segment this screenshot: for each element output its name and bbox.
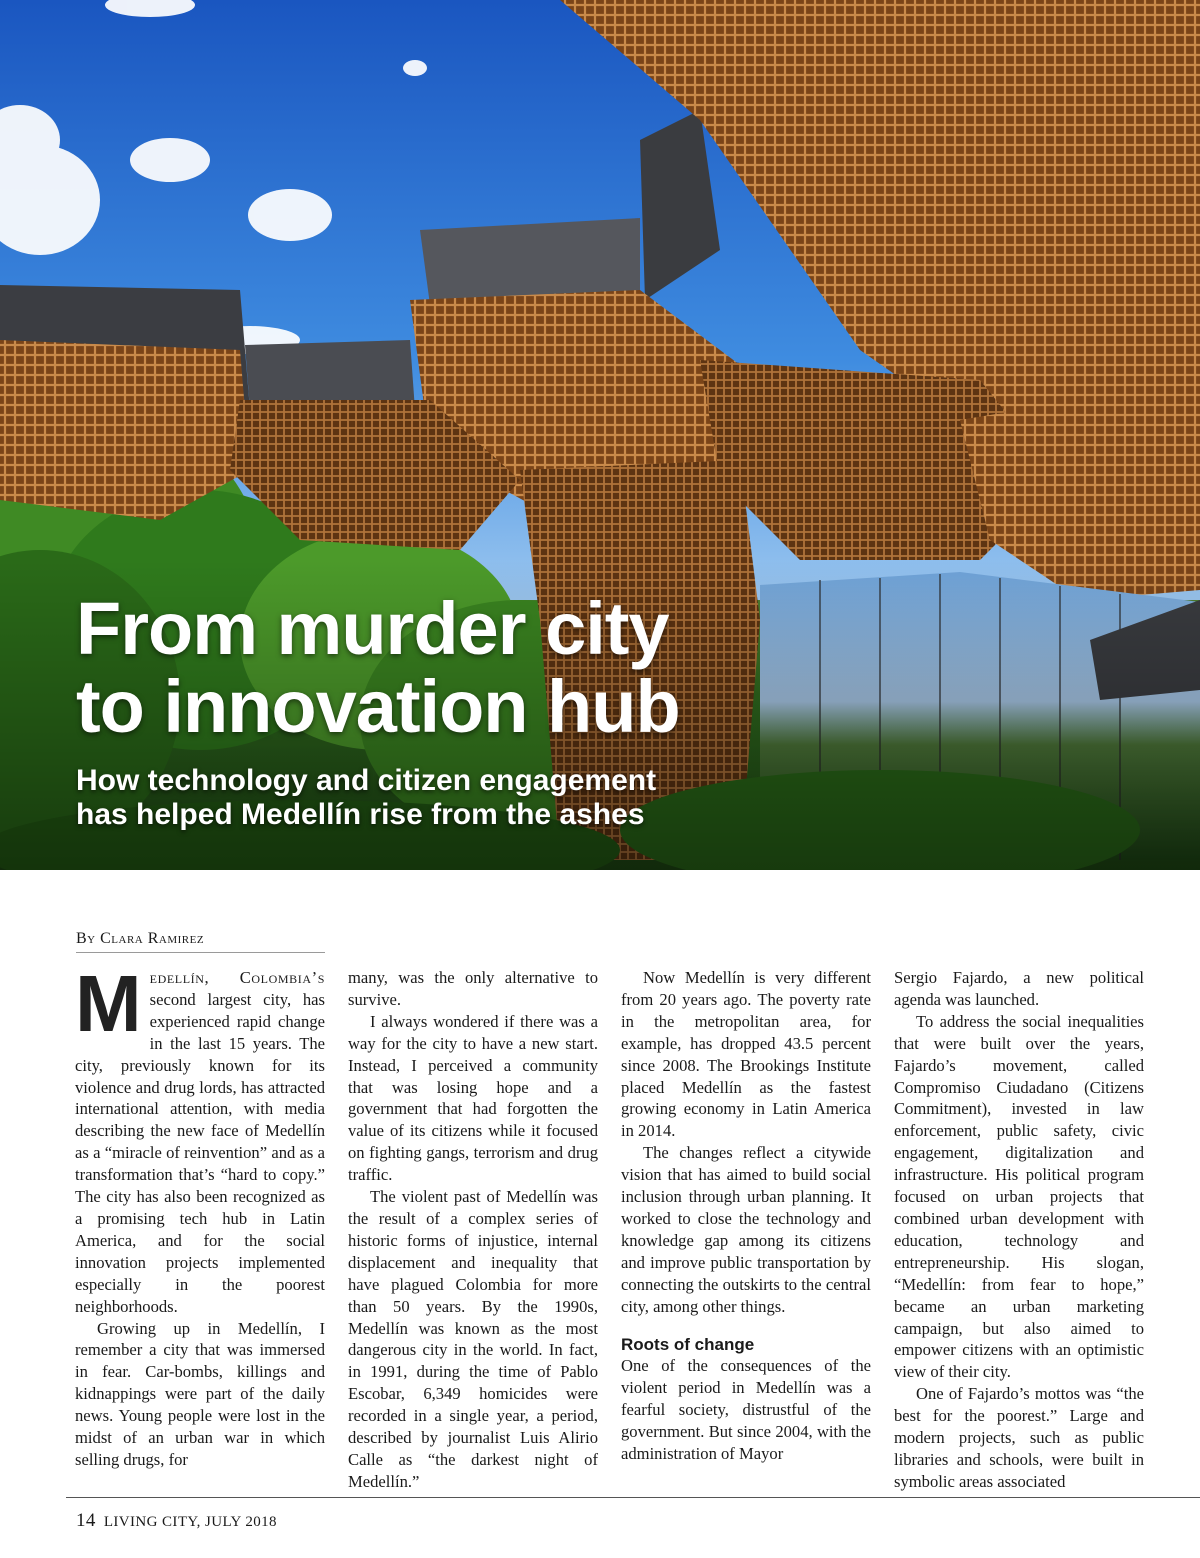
article-paragraph: One of Fajardo’s mottos was “the best for the poorest.” Large and modern projects, such as public libraries and schools, were built in symbolic areas associated: [894, 1384, 1144, 1491]
article-paragraph: The violent past of Medellín was the result of a complex series of historic forms of injustice, internal displacement and inequality that have plagued Colombia for more than 50 years. By the 1990s, Medellín was known as the most dangerous city in the world. In fact, in 1991, during the time of Pablo Escobar, 6,349 homicides were recorded in a single year, a period, described by journalist Luis Alirio Calle as “the darkest night of Medellín.”: [348, 1187, 598, 1491]
byline: By Clara Ramirez: [76, 930, 325, 953]
article-paragraph: Now Medellín is very different from 20 years ago. The poverty rate in the metropolitan area, for example, has dropped 43.5 percent since 2008. The Brookings Institute placed Medellín as the fastest growing economy in Latin America in 2014.: [621, 968, 871, 1141]
subheadline-line-1: How technology and citizen engagement: [76, 764, 657, 797]
article-column-3: [621, 967, 871, 1465]
page-footer: [76, 1510, 277, 1532]
publication-info: LIVING CITY, JULY 2018: [103, 1514, 277, 1530]
subheadline: [76, 764, 796, 832]
article-paragraph: Sergio Fajardo, a new political agenda was launched.: [894, 968, 1144, 1009]
drop-cap: M: [75, 959, 142, 1048]
paragraph-text: second largest city, has experienced rapid change in the last 15 years. The city, previously known for its violence and drug lords, has attracted international attention, with media describing the new face of Medellín as a “miracle of reinvention” and as a transformation that’s “hard to copy.” The city has also been recognized as a promising tech hub in Latin America, and for the social innovation projects implemented especially in the poorest neighborhoods.: [75, 989, 325, 1316]
article-paragraph: [75, 959, 325, 1318]
article-paragraph: I always wondered if there was a way for the city to have a new start. Instead, I perceived a community that was losing hope and a government that had forgotten the value of its citizens while it focused on fighting gangs, terrorism and drug traffic.: [348, 1011, 598, 1185]
lead-small-caps: edellín, Colombia’s: [149, 968, 325, 987]
article-paragraph: Growing up in Medellín, I remember a city that was immersed in fear. Car-bombs, killings and kidnappings were part of the daily news. Young people were lost in the midst of an urban war in which selling drugs, for: [75, 1318, 325, 1469]
article-column-4: [894, 967, 1144, 1493]
headline: [76, 587, 836, 748]
footer-divider: [66, 1497, 1200, 1498]
headline-line-1: From murder city: [76, 587, 669, 670]
article-paragraph: To address the social inequalities that were built over the years, Fajardo’s movement, called Compromiso Ciudadano (Citizens Commitment), invested in law enforcement, public safety, civic engagement, digitalization and infrastructure. His political program focused on urban projects that combined urban development with education, technology and entrepreneurship. His slogan, “Medellín: from fear to hope,” became an urban marketing campaign, but also aimed to empower citizens with an optimistic view of their city.: [894, 1011, 1144, 1382]
article-paragraph: The changes reflect a citywide vision that has aimed to build social inclusion through urban planning. It worked to close the technology and knowledge gap among its citizens and improve public transportation by connecting the outskirts to the central city, among other things.: [621, 1143, 871, 1316]
subheadline-line-2: has helped Medellín rise from the ashes: [76, 798, 645, 831]
article-column-1: [75, 959, 325, 1471]
article-column-2: [348, 967, 598, 1493]
article-paragraph: One of the consequences of the violent period in Medellín was a fearful society, distrustful of the government. But since 2004, with the administration of Mayor: [621, 1356, 871, 1464]
page-number: 14: [76, 1510, 96, 1531]
headline-line-2: to innovation hub: [76, 665, 680, 748]
section-heading: Roots of change: [621, 1334, 755, 1354]
article-paragraph: many, was the only alternative to survive.: [348, 968, 598, 1009]
